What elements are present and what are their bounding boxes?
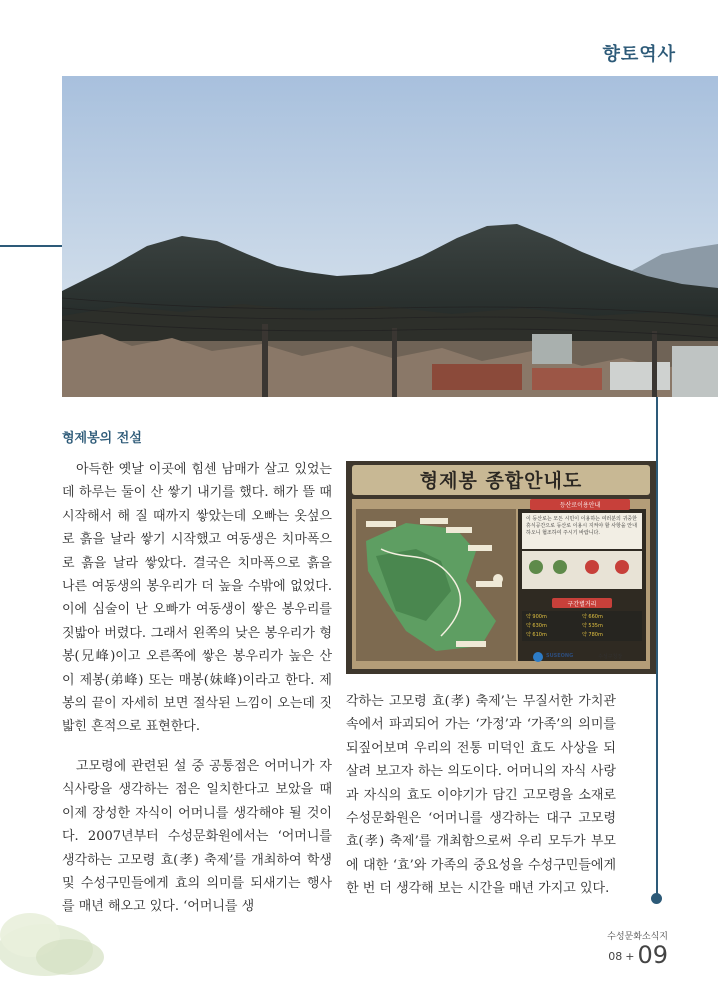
sign-distance-grid (526, 613, 638, 640)
sign-distance-header: 구간별거리 (567, 601, 597, 608)
left-paragraph-2: 고모령에 관련된 설 중 공통점은 어머니가 자식사랑을 생각하는 점은 일치한다고 보았을 때 이제 장성한 자식이 어머니를 생각해야 될 것이다. 2007년부터 수성문화원에서는 ‘어머니를 생각하는 고모령 효(孝) 축제’를 개최하여 학생 및 수성구민들에게 효의 의미를 되새기는 행사를 매년 해오고 있다. ‘어머니를 생 (62, 758, 332, 915)
sign-notice-header: 등산로이용안내 (559, 502, 601, 509)
article-heading: 형제봉의 전설 (62, 431, 142, 446)
distance-value: 약 535m (582, 623, 603, 629)
page-number-right: 09 (637, 941, 668, 969)
right-dot (651, 893, 662, 904)
distance-value: 약 900m (526, 614, 547, 620)
distance-value: 약 660m (582, 614, 603, 620)
sign-logo-text: SUSEONG (546, 653, 574, 659)
mountain-photo (62, 76, 718, 397)
right-column (346, 690, 616, 901)
page-separator: + (625, 950, 635, 963)
distance-value: 약 630m (526, 623, 547, 629)
page-numbers (608, 941, 668, 969)
page-number-left: 08 (608, 950, 623, 963)
distance-value: 약 610m (526, 632, 547, 638)
left-paragraph-1: 아득한 옛날 이곳에 힘센 남매가 살고 있었는데 하루는 둘이 산 쌓기 내기를 했다. 해가 뜰 때 시작해서 해 질 때까지 쌓았는데 오빠는 옷섶으로 흙을 날라 쌓기 시작했고 여동생은 치마폭으로 흙을 날라 쌓았다. 결국은 치마폭으로 흙을 나른 여동생의 봉우리가 더 높을 수밖에 없었다. 이에 심술이 난 오빠가 여동생이 쌓은 봉우리를 짓밟아 버렸다. 그래서 왼쪽의 낮은 봉우리가 형봉(兄峰)이고 오른쪽에 쌓은 봉우리가 높은 산이 제봉(弟峰) 또는 매봉(妹峰)이라고 한다. 제봉의 끝이 자세히 보면 절삭된 느낌이 오는데 짓밟힌 흔적으로 표현한다. (62, 462, 332, 735)
trail-sign-photo (346, 461, 656, 674)
sign-notice-text: 이 등산로는 모든 시민이 이용하는 여러분의 귀중한 휴식공간으로 등산로 이용시 지켜야 할 사항을 안내하오니 협조하여 주시기 바랍니다. (526, 516, 637, 536)
sign-title: 형제봉 종합안내도 (419, 470, 583, 492)
left-column (62, 458, 332, 919)
magazine-name: 수성문화소식지 (607, 932, 668, 942)
distance-value: 약 780m (582, 632, 603, 638)
sign-org-text: 수성구청장 (598, 654, 623, 660)
right-paragraph-1: 각하는 고모령 효(孝) 축제’는 무질서한 가치관 속에서 파괴되어 가는 ‘가정’과 ‘가족’의 의미를 되짚어보며 우리의 전통 미덕인 효도 사상을 되살려 보고자 하는 의도이다. 어머니의 자식 사랑과 자식의 효도 이야기가 담긴 고모령을 소재로 수성문화원은 ‘어머니를 생각하는 대구 고모령 효(孝) 축제’를 개최함으로써 우리 모두가 부모에 대한 ‘효’와 가족의 중요성을 수성구민들에게 한 번 더 생각해 보는 시간을 매년 가지고 있다. (346, 694, 616, 897)
left-rule (0, 245, 62, 247)
decorative-wash (0, 895, 115, 983)
right-rule (656, 397, 658, 897)
section-label: 향토역사 (602, 44, 676, 65)
